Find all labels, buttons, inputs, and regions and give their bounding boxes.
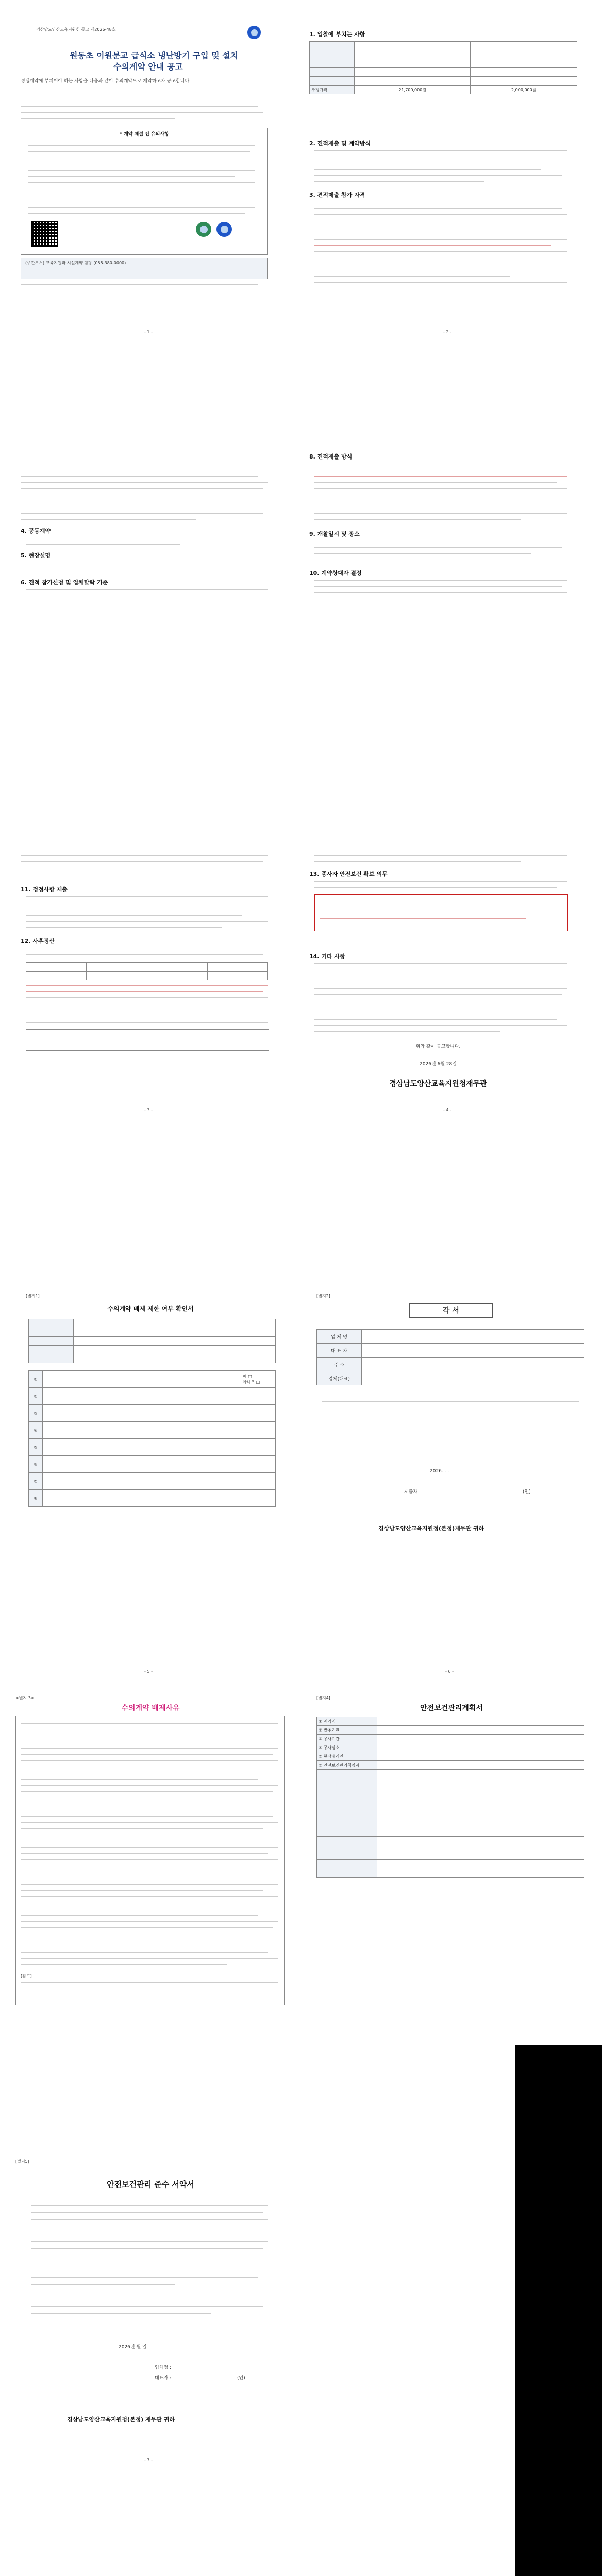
form-label: <별지 3> [15,1696,35,1700]
section-11-heading: 11. 정정사항 제출 [21,886,68,893]
page-number: - 7 - [144,2458,153,2462]
announcement-number: 경상남도양산교육지원청 공고 제2026-48호 [36,27,116,32]
form-label: [별지1] [26,1294,40,1298]
pledge-footer: 경상남도양산교육지원청(본청) 재무관 귀하 [67,2416,175,2423]
document-page-7 [0,2148,301,2576]
document-page-4 [301,1283,602,1685]
form-label: [별지2] [316,1294,330,1298]
page-number: - 4 - [443,1108,452,1112]
seal-mark: (인) [237,2376,245,2381]
form-title: 수의계약 배제사유 [121,1704,180,1713]
settlement-note-box [26,1029,269,1051]
page-number: - 6 - [445,1669,454,1674]
exclusion-items-table: ① 예 □ 아니오 □ ② ③ ④ ⑤ ⑥ ⑦ ⑧ [28,1370,276,1507]
row-contract: ① 계약명 [317,1717,377,1726]
form-title: 안전보건관리 준수 서약서 [107,2180,194,2189]
section-1-heading: 1. 입찰에 부치는 사항 [309,31,365,38]
field-company: 업 체 명 [317,1330,362,1344]
row-agent: ⑤ 현장대리인 [317,1752,377,1761]
row-manager: ⑥ 안전보건관리책임자 [317,1761,377,1770]
reference-label: [참고] [21,1974,32,1978]
section-8-heading: 8. 견적제출 방식 [309,453,353,460]
partner-logo-2-icon [216,222,232,237]
form-label: [별지5] [15,2159,29,2164]
row-period: ③ 공사기간 [317,1735,377,1743]
estimated-price-label: 추정가격 [310,86,355,94]
issuer-name: 경상남도양산교육지원청재무관 [389,1080,487,1088]
document-page-1 [0,0,602,613]
section-4-heading: 4. 공동계약 [21,528,51,534]
row-agency: ② 발주기관 [317,1726,377,1735]
pledge-date: 2026. . . [430,1469,449,1474]
exclusion-reasons-box [15,1716,285,2005]
section-5-heading: 5. 현장설명 [21,552,51,559]
page-number: - 1 - [144,330,153,334]
document-subtitle: 수의계약 안내 공고 [113,62,183,72]
partner-logo-icon [196,222,211,237]
page-number: - 5 - [144,1669,153,1674]
field-type: 업체(대표) [317,1371,362,1385]
contact-bar [21,258,268,279]
document-page-3 [0,1283,301,1685]
no-checkbox[interactable]: 아니오 □ [243,1380,260,1384]
contact-bar-text: (주관부서) 교육지원과 시설계약 담당 (055-380-0000) [25,261,126,265]
form-title: 안전보건관리계획서 [420,1704,483,1713]
row-place: ④ 공사장소 [317,1743,377,1752]
closing-line: 위와 같이 공고합니다. [415,1044,461,1049]
pledge-info-table [316,1329,584,1385]
bid-info-table [309,41,577,94]
precaution-notice-box [21,128,268,255]
pledge-date: 2026년 월 일 [119,2345,147,2350]
page-number: - 2 - [443,330,452,334]
section-3-heading: 3. 견적제출 참가 자격 [309,192,365,198]
pledge-footer: 경상남도양산교육지원청(본청)재무관 귀하 [378,1525,484,1532]
signer-label: 제출자 : [404,1489,421,1495]
signer-rep: 대표자 : [155,2376,171,2381]
section-12-heading: 12. 사후정산 [21,938,55,944]
section-6-heading: 6. 견적 참가신청 및 업체탈락 기준 [21,579,108,586]
document-page-2 [0,613,602,1283]
section-13-heading: 13. 종사자 안전보건 확보 의무 [309,871,388,877]
form-title: 각 서 [409,1303,493,1318]
settlement-table [26,962,268,980]
section-14-heading: 14. 기타 사항 [309,953,345,960]
qr-code-icon [31,221,58,247]
office-logo-icon [247,26,261,39]
notice-box-title: * 계약 체결 전 유의사항 [120,132,169,137]
field-rep: 대 표 자 [317,1344,362,1358]
section-2-heading: 2. 견적제출 및 계약방식 [309,140,371,147]
yes-checkbox[interactable]: 예 □ [243,1374,252,1379]
redacted-area [515,2045,602,2576]
signer-company: 업체명 : [155,2365,171,2370]
estimated-vat-value: 2,000,000원 [471,86,577,94]
section-10-heading: 10. 계약상대자 결정 [309,570,362,577]
document-title: 원동초 이원분교 급식소 냉난방기 구입 및 설치 [70,50,239,60]
estimated-price-value: 21,700,000원 [355,86,471,94]
seal-mark: (인) [523,1489,531,1495]
section-9-heading: 9. 개찰일시 및 장소 [309,531,360,537]
field-address: 주 소 [317,1358,362,1371]
safety-plan-table [316,1717,584,1878]
form-title: 수의계약 배제 제한 여부 확인서 [107,1305,194,1312]
document-page-5 [0,1685,301,2148]
issued-date: 2026년 6월 28일 [420,1062,457,1067]
exclusion-check-table [28,1319,276,1363]
intro-text: 경쟁계약에 부치어야 하는 사항을 다음과 같이 수의계약으로 계약하고자 공고합니다. [21,79,191,84]
page-number: - 3 - [144,1108,153,1112]
form-label: [별지4] [316,1696,330,1700]
